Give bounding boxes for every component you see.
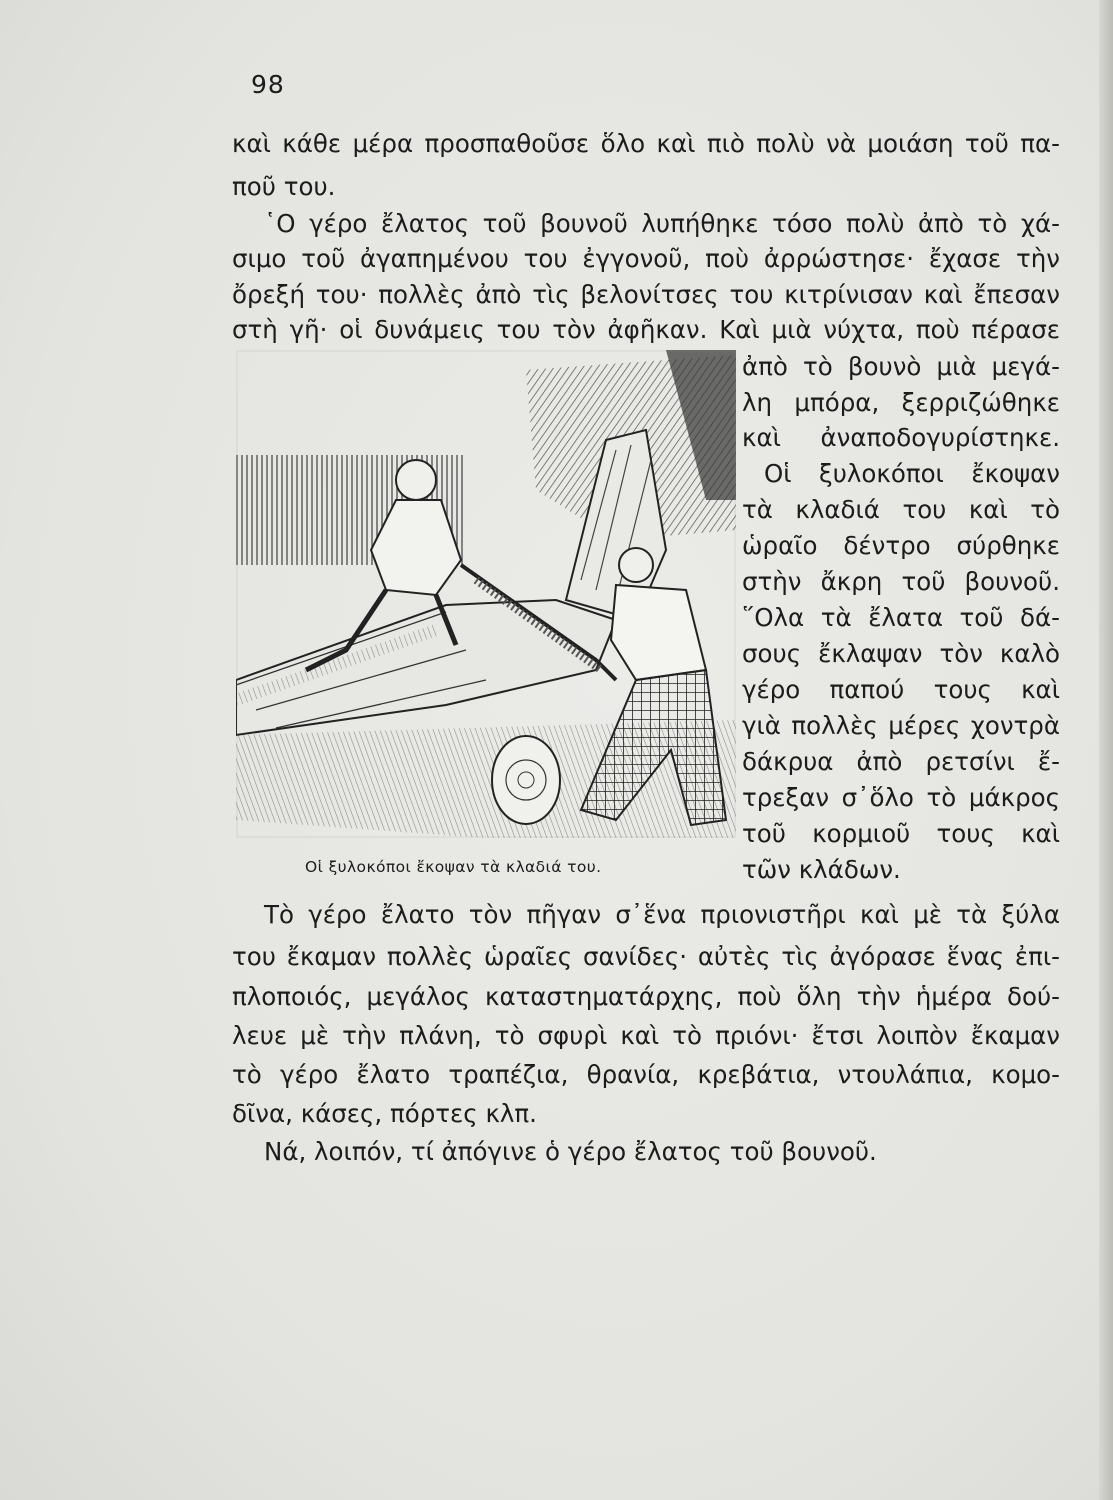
text-line: καὶ κάθε μέρα προσπαθοῦσε ὅλο καὶ πιὸ πολὺ νὰ μοιάση τοῦ πα- <box>232 129 1060 158</box>
side-text-line: τῶν κλάδων. <box>742 855 901 884</box>
text-line: στὴ γῆ· οἱ δυνάμεις του τὸν ἀφῆκαν. Καὶ μιὰ νύχτα, ποὺ πέρασε <box>232 315 1060 344</box>
side-text-line: δάκρυα ἀπὸ ρετσίνι ἔ- <box>742 747 1060 776</box>
side-text-line: στὴν ἄκρη τοῦ βουνοῦ. <box>742 567 1060 596</box>
woodcutters-illustration <box>236 350 736 838</box>
side-text-line: τοῦ κορμιοῦ τους καὶ <box>742 819 1060 848</box>
side-text-line: ῞Ολα τὰ ἔλατα τοῦ δά- <box>742 603 1060 632</box>
side-text-line: τὰ κλαδιά του καὶ τὸ <box>742 495 1060 524</box>
text-line: ῾Ο γέρο ἔλατος τοῦ βουνοῦ λυπήθηκε τόσο πολὺ ἀπὸ τὸ χά- <box>264 209 1060 238</box>
text-line: του ἔκαμαν πολλὲς ὡραῖες σανίδες· αὐτὲς τὶς ἀγόρασε ἕνας ἐπι- <box>232 942 1060 971</box>
side-text-line: γέρο παπού τους καὶ <box>742 675 1060 704</box>
side-text-line: ἀπὸ τὸ βουνὸ μιὰ μεγά- <box>742 352 1060 381</box>
text-line: λευε μὲ τὴν πλάνη, τὸ σφυρὶ καὶ τὸ πριόνι· ἔτσι λοιπὸν ἔκαμαν <box>232 1021 1060 1050</box>
text-line: δῖνα, κάσες, πόρτες κλπ. <box>232 1099 537 1128</box>
side-text-line: Οἱ ξυλοκόποι ἔκοψαν <box>764 459 1060 488</box>
text-line: τὸ γέρο ἔλατο τραπέζια, θρανία, κρεβάτια, ντουλάπια, κομο- <box>232 1060 1060 1089</box>
side-text-line: καὶ ἀναποδογυρίστηκε. <box>742 423 1060 452</box>
side-text-line: σους ἔκλαψαν τὸν καλὸ <box>742 639 1060 668</box>
text-line: σιμο τοῦ ἀγαπημένου του ἐγγονοῦ, ποὺ ἀρρώστησε· ἔχασε τὴν <box>232 244 1060 273</box>
text-line: ποῦ του. <box>232 172 336 201</box>
illustration-caption: Οἱ ξυλοκόποι ἔκοψαν τὰ κλαδιά του. <box>305 858 602 876</box>
page-number: 98 <box>251 70 285 99</box>
text-line: Νά, λοιπόν, τί ἀπόγινε ὁ γέρο ἔλατος τοῦ βουνοῦ. <box>264 1137 877 1166</box>
side-text-line: λη μπόρα, ξερριζώθηκε <box>742 388 1060 417</box>
side-text-line: ὡραῖο δέντρο σύρθηκε <box>742 531 1060 560</box>
text-line: ὄρεξή του· πολλὲς ἀπὸ τὶς βελονίτσες του κιτρίνισαν καὶ ἔπεσαν <box>232 280 1060 309</box>
text-line: Τὸ γέρο ἔλατο τὸν πῆγαν σ᾽ἕνα πριονιστῆρι καὶ μὲ τὰ ξύλα <box>264 900 1060 929</box>
side-text-line: τρεξαν σ᾽ὅλο τὸ μάκρος <box>742 783 1060 812</box>
side-text-line: γιὰ πολλὲς μέρες χοντρὰ <box>742 711 1060 740</box>
page-edge <box>1099 0 1113 1500</box>
text-line: πλοποιός, μεγάλος καταστηματάρχης, ποὺ ὅλη τὴν ἡμέρα δού- <box>232 982 1060 1011</box>
